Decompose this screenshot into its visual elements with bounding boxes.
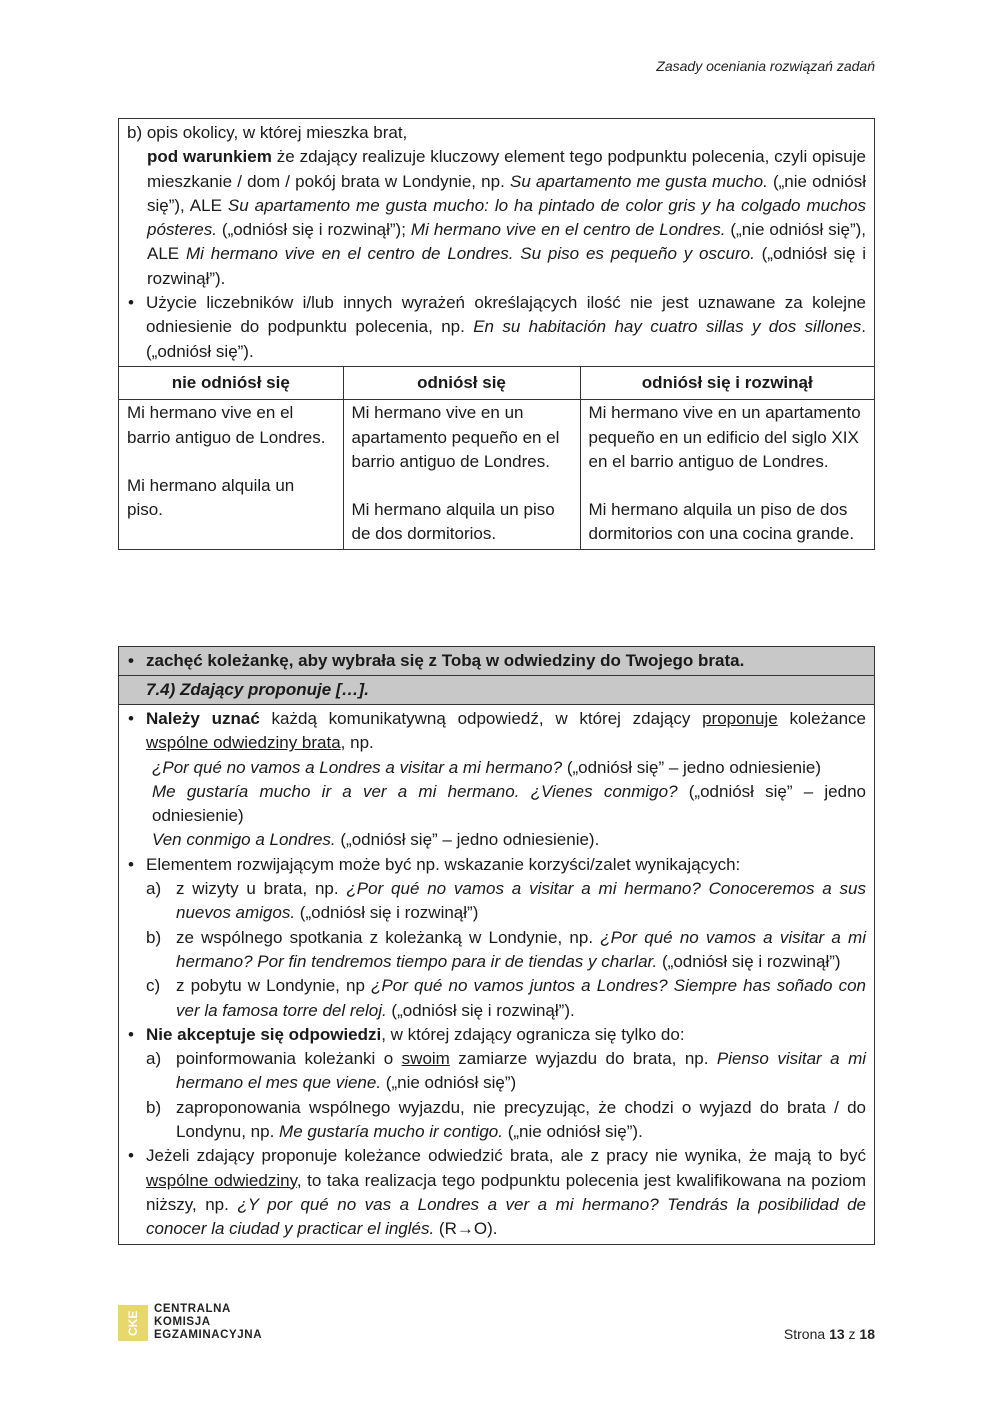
table-row (119, 400, 874, 549)
development-bullet: • Elementem rozwijającym może być np. wskazanie korzyści/zalet wynikających: a) z wizyty u brata, np. ¿Por qué no vamos a visitar a mi hermano? Conoceremos a sus nuevos amigos. („odniósł się i rozwinął”) b) ze wspólnego spotkania z koleżanką w Londynie, np. ¿Por qué no vamos a visitar a mi hermano? Por fin tendremos tiempo para ir de tiendas y charlar. („odniósł się i rozwinął”) c) z pobytu w Londynie, np ¿Por qué no vamos juntos a Londres? Siempre has soñado con ver la famosa torre del reloj. („odniósł się i rozwinął”). (127, 853, 866, 1023)
example-line: Me gustaría mucho ir a ver a mi hermano. ¿Vienes conmigo? („odniósł się” – jedno odniesienie) (152, 781, 866, 826)
list-item: a) z wizyty u brata, np. ¿Por qué no vamos a visitar a mi hermano? Conoceremos a sus nuevos amigos. („odniósł się i rozwinął”) (146, 879, 866, 923)
list-item: c) z pobytu w Londynie, np ¿Por qué no vamos juntos a Londres? Siempre has soñado con ver la famosa torre del reloj. („odniósł się i rozwinął”). (146, 976, 866, 1020)
invitation-criteria (119, 705, 874, 1244)
reject-bullet: • Nie akceptuje się odpowiedzi, w której zdający ogranicza się tylko do: a) poinformowania koleżanki o swoim zamiarze wyjazdu do brata, np. Pienso visitar a mi hermano el mes que viene. („nie odniósł się”) b) zaproponowania wspólnego wyjazdu, nie precyzując, że chodzi o wyjazd do brata / do Londynu, np. Me gustaría mucho ir contigo. („nie odniósł się”). (127, 1023, 866, 1144)
table-header: nie odniósł się (119, 366, 343, 399)
cke-logo-text: CENTRALNA KOMISJA EGZAMINACYJNA (154, 1303, 263, 1341)
table-header: odniósł się (343, 366, 580, 399)
table-header: odniósł się i rozwinął (580, 366, 874, 399)
item-b: b) opis okolicy, w której mieszka brat, (127, 123, 408, 142)
criteria-text (119, 119, 874, 366)
page-header: Zasady oceniania rozwiązań zadań (656, 58, 875, 74)
task-heading: • zachęć koleżankę, aby wybrała się z Tobą w odwiedziny do Twojego brata. (119, 647, 874, 676)
list-item: a) poinformowania koleżanki o swoim zamiarze wyjazdu do brata, np. Pienso visitar a mi hermano el mes que viene. („nie odniósł się”) (146, 1049, 867, 1093)
lower-level-bullet: • Jeżeli zdający proponuje koleżance odwiedzić brata, ale z pracy nie wynika, że mają to być wspólne odwiedziny, to taka realizacja tego podpunktu polecenia jest kwalifikowana na poziom niższy, np. ¿Y por qué no vas a Londres a ver a mi hermano? Tendrás la posibilidad de conocer la ciudad y practicar el inglés. (R→O). (127, 1144, 866, 1241)
criteria-box-apartment (118, 118, 875, 550)
list-item: b) ze wspólnego spotkania z koleżanką w Londynie, np. ¿Por qué no vamos a visitar a mi hermano? Por fin tendremos tiempo para ir de tiendas y charlar. („odniósł się i rozwinął”) (146, 927, 866, 971)
list-item: b) zaproponowania wspólnego wyjazdu, nie precyzując, że chodzi o wyjazd do brata / do Londynu, np. Me gustaría mucho ir contigo. („nie odniósł się”). (146, 1097, 866, 1142)
condition-paragraph: pod warunkiem że zdający realizuje kluczowy element tego podpunktu polecenia, czyli opisuje mieszkanie / dom / pokój brata w Londynie, np. Su apartamento me gusta mucho. („nie odniósł się”), ALE Su apartamento me gusta mucho: lo ha pintado de color gris y ha colgado muchos pósteres. („odniósł się i rozwinął”); Mi hermano vive en el centro de Londres. („nie odniósł się”), ALE Mi hermano vive en el centro de Londres. Su piso es pequeño y oscuro. („odniósł się i rozwinął”). (147, 147, 867, 288)
table-cell: Mi hermano vive en el barrio antiguo de Londres. Mi hermano alquila un piso. (119, 400, 343, 549)
table-header-row (119, 366, 874, 399)
task-subheading: 7.4) Zdający proponuje […]. (119, 676, 874, 705)
accept-bullet: • Należy uznać każdą komunikatywną odpowiedź, w której zdający proponuje koleżance wspólne odwiedziny brata, np. ¿Por qué no vamos a Londres a visitar a mi hermano? („odniósł się” – jedno odniesienie) Me gustaría mucho ir a ver a mi hermano. ¿Vienes conmigo? („odniósł się” – jedno odniesienie) Ven conmigo a Londres. („odniósł się” – jedno odniesienie). (127, 707, 866, 853)
numerals-bullet: • Użycie liczebników i/lub innych wyrażeń określających ilość nie jest uznawane za kolejne odniesienie do podpunktu polecenia, np. En su habitación hay cuatro sillas y dos sillones. („odniósł się”). (127, 291, 866, 364)
page-number: Strona 13 z 18 (783, 1326, 875, 1342)
criteria-box-invitation (118, 646, 875, 1245)
cke-logo (118, 1303, 262, 1342)
example-line: ¿Por qué no vamos a Londres a visitar a mi hermano? („odniósł się” – jedno odniesienie) (152, 757, 822, 777)
examples-table (119, 366, 874, 549)
cke-logo-mark: CKE (118, 1305, 148, 1341)
example-line: Ven conmigo a Londres. („odniósł się” – jedno odniesienie). (152, 830, 600, 850)
table-cell: Mi hermano vive en un apartamento pequeño en el barrio antiguo de Londres. Mi hermano alquila un piso de dos dormitorios. (343, 400, 580, 549)
table-cell: Mi hermano vive en un apartamento pequeño en un edificio del siglo XIX en el barrio antiguo de Londres. Mi hermano alquila un piso de dos dormitorios con una cocina grande. (580, 400, 874, 549)
